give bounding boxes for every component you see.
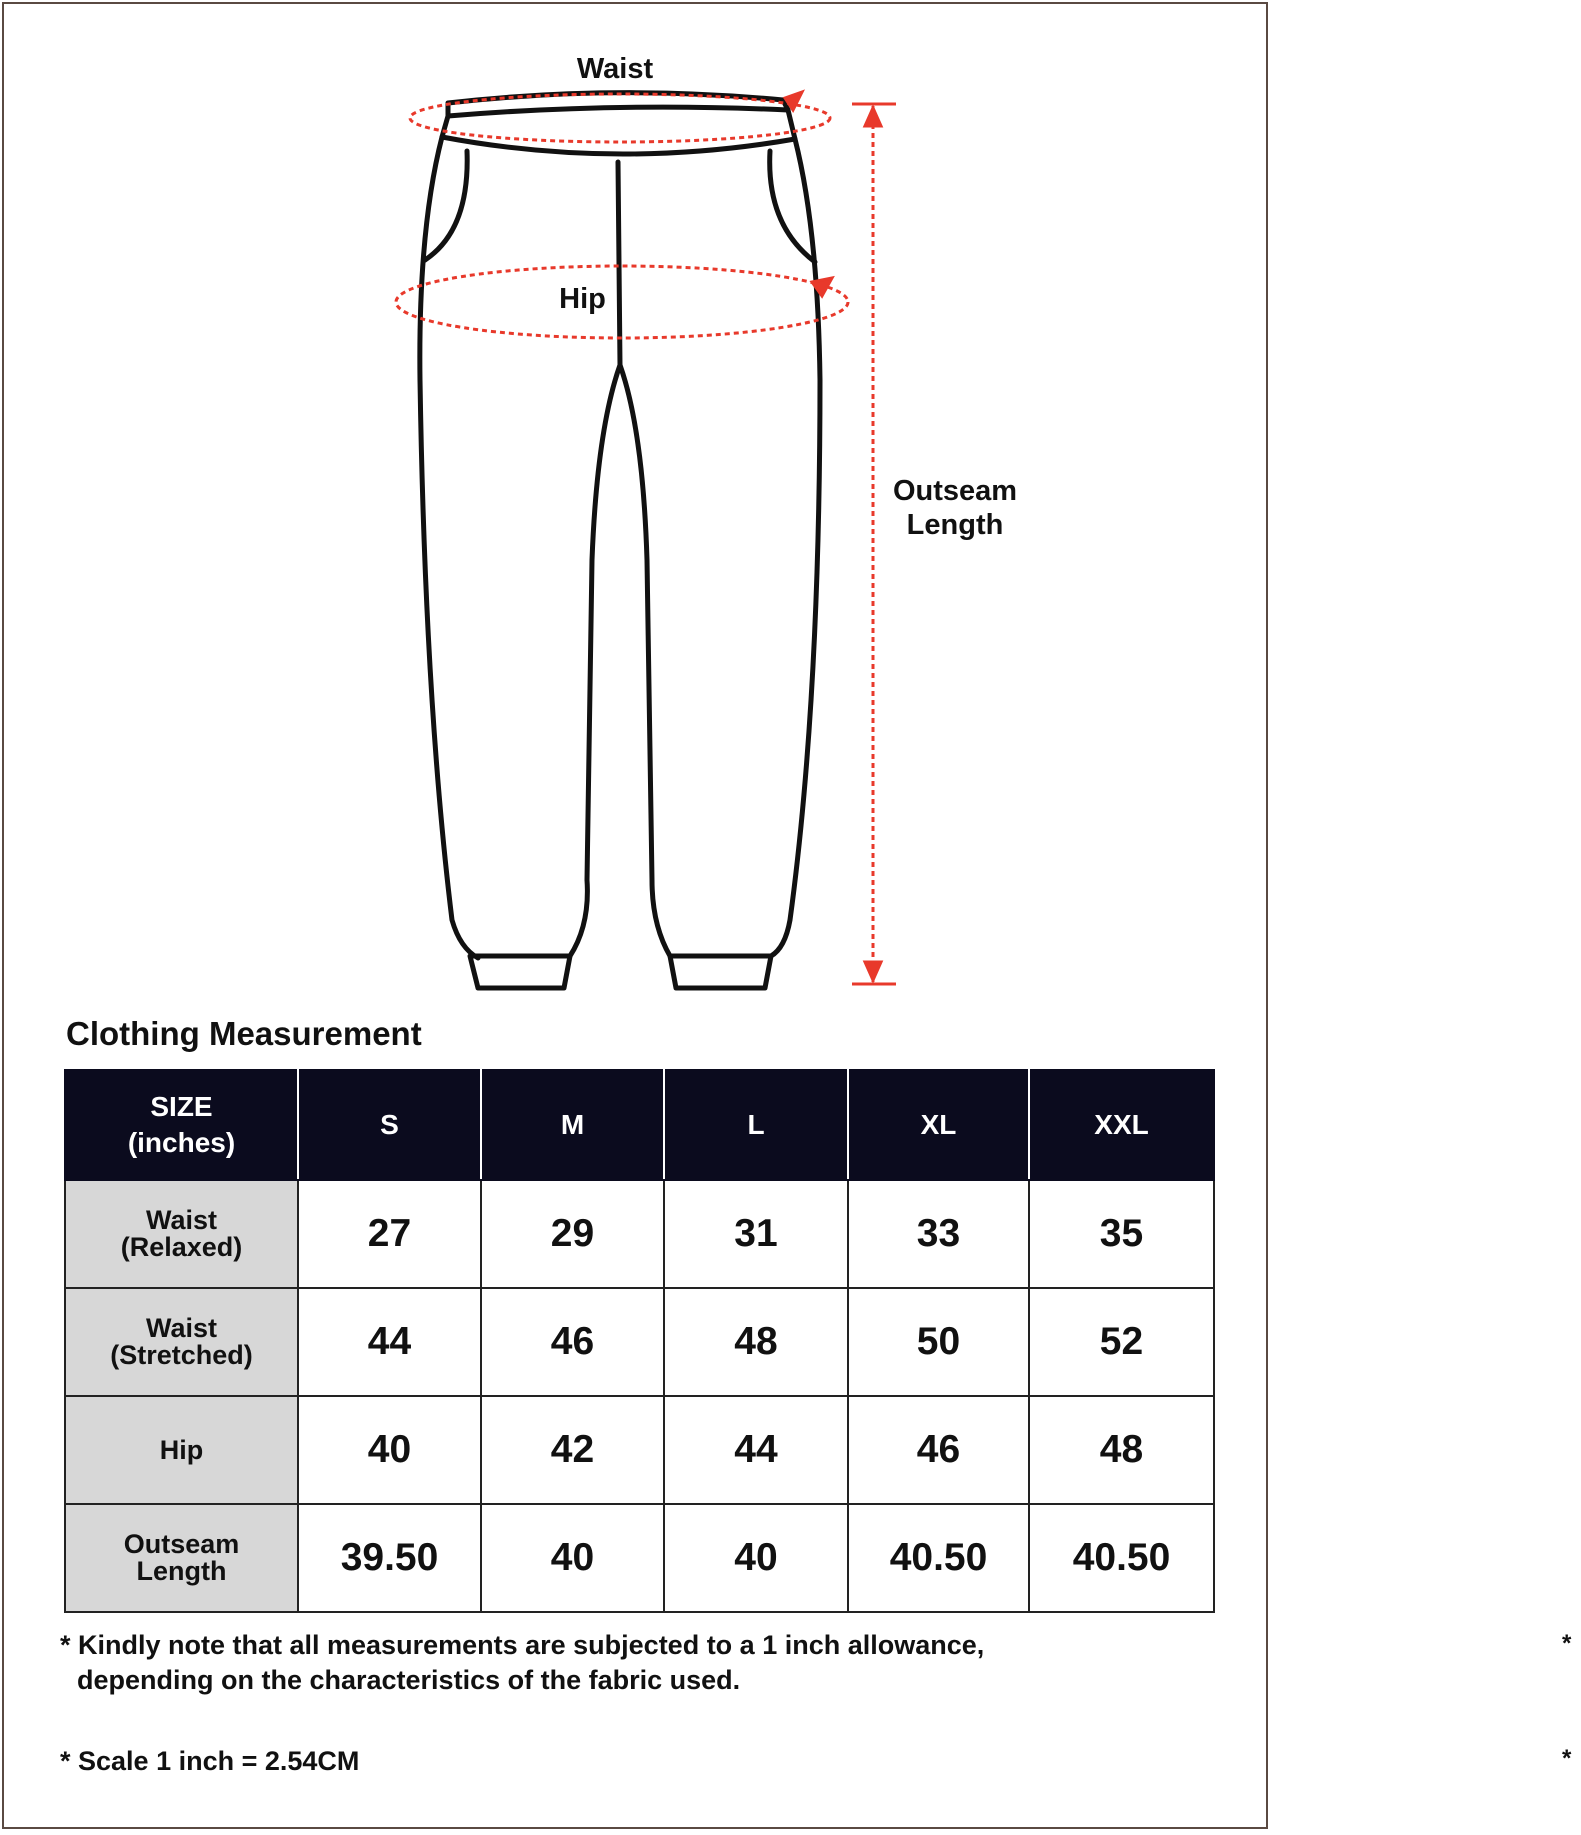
outseam-top-arrow <box>865 108 881 126</box>
table-cell: 35 <box>1029 1180 1214 1288</box>
table-cell: 46 <box>848 1396 1029 1504</box>
center-seam <box>618 162 620 365</box>
waistband-bottom <box>442 110 795 154</box>
table-cell: 33 <box>848 1180 1029 1288</box>
table-cell: 40.50 <box>1029 1504 1214 1612</box>
outseam-label-line2: Length <box>906 509 1004 541</box>
table-cell: 40 <box>481 1504 664 1612</box>
right-leg-inner <box>620 365 670 956</box>
allowance-note-line1: * Kindly note that all measurements are subjected to a 1 inch allowance, <box>60 1630 985 1660</box>
table-cell: 40.50 <box>848 1504 1029 1612</box>
row-label-line2: Length <box>136 1556 227 1586</box>
right-cuff <box>670 956 771 988</box>
table-cell: 50 <box>848 1288 1029 1396</box>
row-label-line2: (Relaxed) <box>120 1232 243 1262</box>
row-label-outseam-length <box>65 1504 298 1612</box>
waist-measure-loop <box>410 94 830 142</box>
corner-line2: (inches) <box>127 1127 236 1158</box>
outseam-label-line1: Outseam <box>892 475 1018 507</box>
row-label-line1: Waist <box>145 1205 217 1235</box>
row-label-line1: Waist <box>145 1313 217 1343</box>
outseam-bottom-arrow <box>865 962 881 980</box>
waistband-top <box>448 93 788 116</box>
row-label-line2: (Stretched) <box>110 1340 253 1370</box>
stray-asterisk: * <box>1562 1630 1572 1657</box>
outseam-label <box>875 474 1035 542</box>
size-header-s: S <box>298 1070 481 1180</box>
table-cell: 29 <box>481 1180 664 1288</box>
size-table <box>64 1069 1215 1613</box>
row-label-line1: Hip <box>159 1434 204 1465</box>
size-corner-header <box>65 1070 298 1180</box>
size-header-xl: XL <box>848 1070 1029 1180</box>
allowance-note <box>60 1628 984 1698</box>
allowance-note-line2: depending on the characteristics of the fabric used. <box>77 1665 741 1695</box>
size-header-l: L <box>664 1070 848 1180</box>
table-row <box>65 1396 1214 1504</box>
table-cell: 42 <box>481 1396 664 1504</box>
table-cell: 27 <box>298 1180 481 1288</box>
table-cell: 44 <box>298 1288 481 1396</box>
table-cell: 31 <box>664 1180 848 1288</box>
size-header-xxl: XXL <box>1029 1070 1214 1180</box>
size-header-row <box>65 1070 1214 1180</box>
stray-asterisk: * <box>1562 1745 1572 1772</box>
table-row <box>65 1180 1214 1288</box>
table-row <box>65 1504 1214 1612</box>
table-cell: 39.50 <box>298 1504 481 1612</box>
row-label-hip <box>65 1396 298 1504</box>
table-cell: 52 <box>1029 1288 1214 1396</box>
pants-illustration <box>0 0 1270 1010</box>
left-leg-inner <box>570 365 620 956</box>
table-row <box>65 1288 1214 1396</box>
scale-note: * Scale 1 inch = 2.54CM <box>60 1746 360 1776</box>
waist-label: Waist <box>576 53 654 85</box>
corner-line1: SIZE <box>150 1091 213 1122</box>
table-cell: 40 <box>664 1504 848 1612</box>
size-header-m: M <box>481 1070 664 1180</box>
row-label-waist-stretched <box>65 1288 298 1396</box>
row-label-line1: Outseam <box>123 1529 240 1559</box>
pants-diagram <box>0 0 1270 1010</box>
table-cell: 44 <box>664 1396 848 1504</box>
left-cuff <box>470 956 570 988</box>
table-cell: 40 <box>298 1396 481 1504</box>
table-cell: 46 <box>481 1288 664 1396</box>
hip-label: Hip <box>559 283 606 315</box>
section-title: Clothing Measurement <box>66 1015 422 1052</box>
row-label-waist-relaxed <box>65 1180 298 1288</box>
table-cell: 48 <box>1029 1396 1214 1504</box>
table-cell: 48 <box>664 1288 848 1396</box>
